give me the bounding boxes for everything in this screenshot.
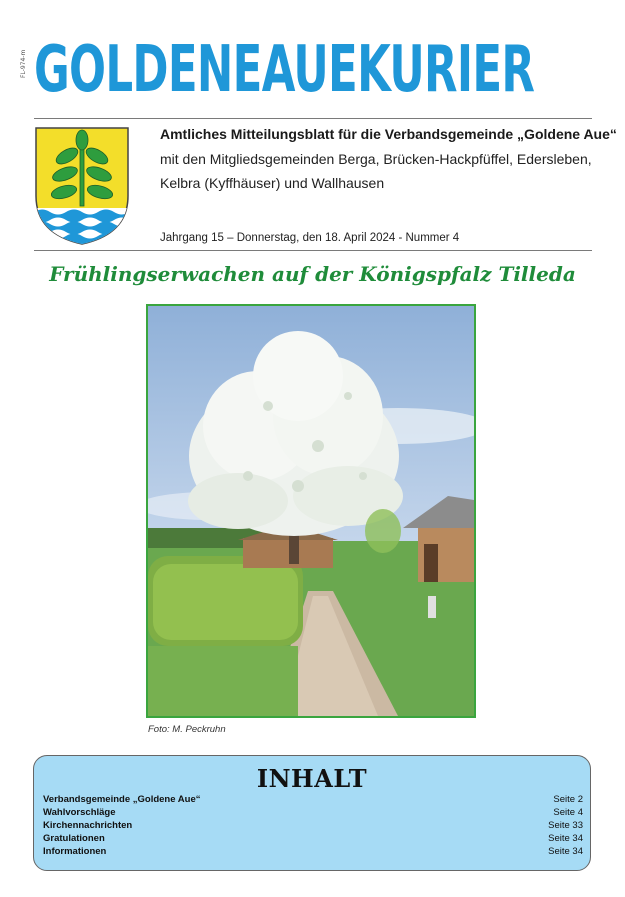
masthead-title: GOLDENEAUEKURIER bbox=[34, 33, 535, 107]
toc-item-page: Seite 33 bbox=[548, 820, 583, 831]
divider-bottom bbox=[34, 250, 592, 251]
toc-item-page: Seite 34 bbox=[548, 833, 583, 844]
cover-headline: Frühlingserwachen auf der Königspfalz Tilleda bbox=[49, 262, 576, 286]
toc-item[interactable] bbox=[43, 794, 583, 807]
toc-title: INHALT bbox=[256, 764, 368, 793]
toc-item[interactable] bbox=[43, 820, 583, 833]
member-municipalities-line-1: mit den Mitgliedsgemeinden Berga, Brücken-Hackpfüffel, Edersleben, bbox=[160, 151, 592, 167]
coat-of-arms-icon bbox=[34, 126, 130, 246]
toc-item-label: Gratulationen bbox=[43, 833, 105, 844]
photo-caption: Foto: M. Peckruhn bbox=[148, 724, 226, 735]
toc-item[interactable] bbox=[43, 833, 583, 846]
toc-item-label: Informationen bbox=[43, 846, 107, 857]
issue-info: Jahrgang 15 – Donnerstag, den 18. April 2024 - Nummer 4 bbox=[160, 232, 460, 244]
table-of-contents bbox=[33, 755, 591, 871]
toc-item[interactable] bbox=[43, 807, 583, 820]
print-code: FL-974-m bbox=[20, 49, 27, 78]
toc-item-label: Verbandsgemeinde „Goldene Aue“ bbox=[43, 794, 201, 805]
toc-item-page: Seite 2 bbox=[553, 794, 583, 805]
toc-item-page: Seite 4 bbox=[553, 807, 583, 818]
publication-subtitle: Amtliches Mitteilungsblatt für die Verbandsgemeinde „Goldene Aue“ bbox=[160, 126, 617, 142]
toc-item[interactable] bbox=[43, 846, 583, 859]
member-municipalities-line-2: Kelbra (Kyffhäuser) und Wallhausen bbox=[160, 175, 385, 191]
toc-item-label: Wahlvorschläge bbox=[43, 807, 116, 818]
toc-item-label: Kirchennachrichten bbox=[43, 820, 133, 831]
cover-photo bbox=[146, 304, 476, 718]
divider-top bbox=[34, 118, 592, 119]
toc-item-page: Seite 34 bbox=[548, 846, 583, 857]
